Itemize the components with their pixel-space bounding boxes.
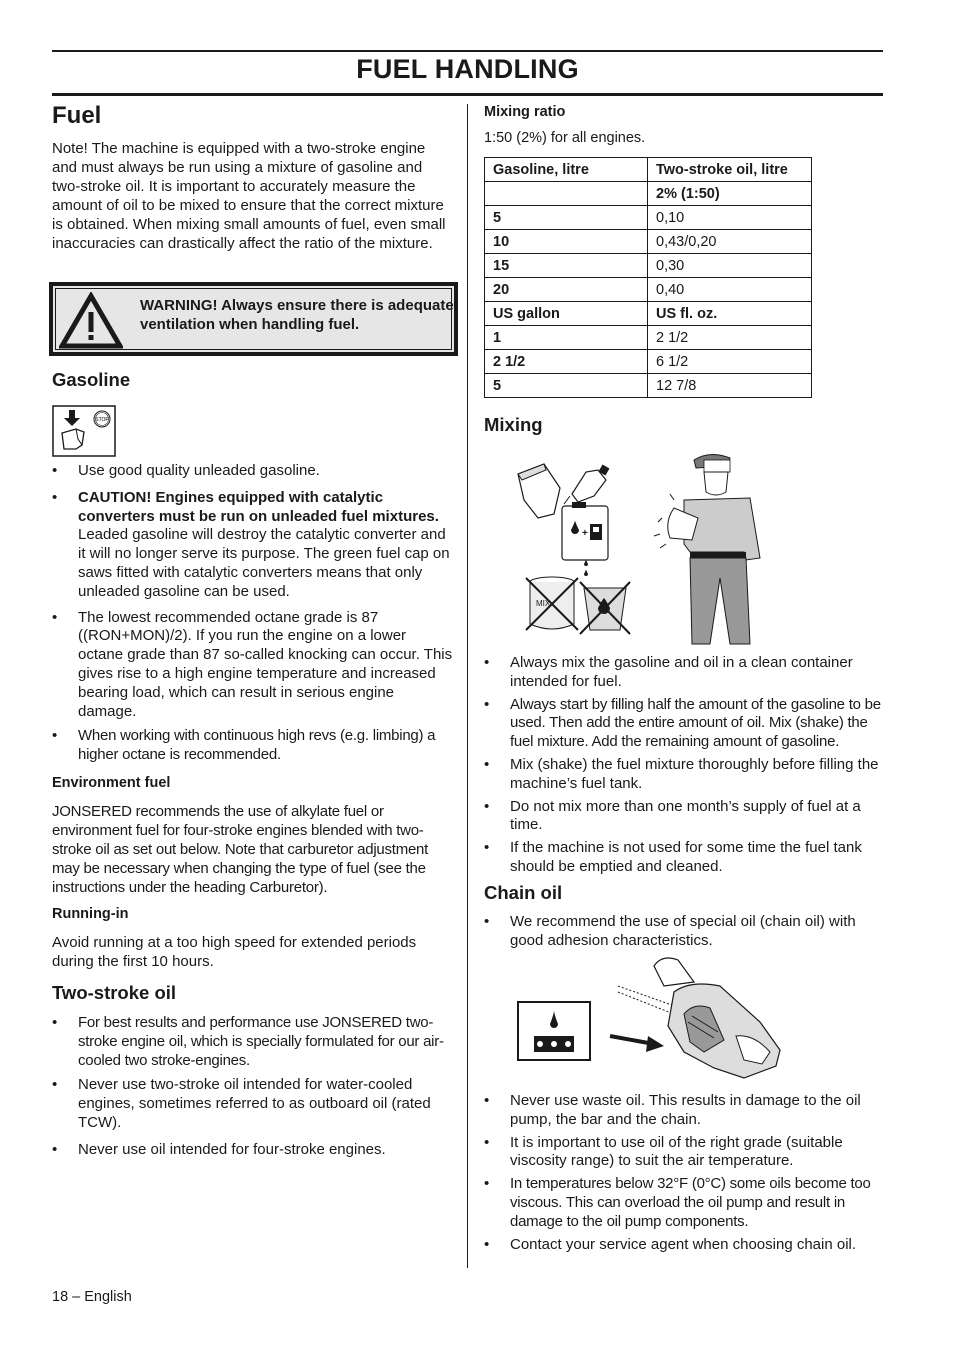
two-stroke-oil-heading: Two-stroke oil — [52, 982, 177, 1003]
gasoline-list — [52, 462, 454, 765]
table-row — [485, 302, 812, 326]
table-row — [485, 350, 812, 374]
list-item: • If the machine is not used for some time the fuel tank should be emptied and cleaned. — [484, 839, 884, 877]
table-header-cell: US fl. oz. — [648, 302, 812, 326]
chain-oil-heading: Chain oil — [484, 882, 563, 903]
header-rule-top — [52, 50, 883, 52]
table-cell: 1 — [485, 326, 648, 350]
warning-triangle-icon — [59, 292, 123, 350]
person-shaking-can-icon — [654, 454, 760, 644]
fuel-stop-icon — [52, 405, 116, 457]
list-item: • Always start by filling half the amount of the gasoline to be used. Then add the entire amount of oil. Mix (shake) the fuel mixture. Add the remaining amount of gasoline. — [484, 696, 884, 752]
chain-oil-icon — [518, 1002, 590, 1060]
table-cell: 10 — [485, 230, 648, 254]
list-item: • Do not mix more than one month’s supply of fuel at a time. — [484, 798, 884, 836]
list-item: • Always mix the gasoline and oil in a clean container intended for fuel. — [484, 654, 884, 692]
fuel-container-icon — [562, 502, 608, 560]
column-divider — [467, 104, 468, 1268]
list-item: • The lowest recommended octane grade is 87 ((RON+MON)/2). If you run the engine on a lower octane grade than 87 so-called knocking can occur. This gives rise to a high engine temperature and increased bearing load, which can result in serious engine damage. — [52, 609, 454, 722]
no-mix-container-icon — [526, 577, 578, 630]
list-item: • In temperatures below 32°F (0°C) some oils become too viscous. This can overload the oil pump and result in damage to the oil pump components. — [484, 1175, 884, 1231]
list-item: • Contact your service agent when choosing chain oil. — [484, 1236, 884, 1255]
table-row — [485, 182, 812, 206]
table-row — [485, 326, 812, 350]
chain-oil-list — [484, 1092, 884, 1254]
running-in-text: Avoid running at a too high speed for extended periods during the first 10 hours. — [52, 934, 417, 970]
list-item: • It is important to use oil of the right grade (suitable viscosity range) to suit the air temperature. — [484, 1134, 884, 1172]
list-item: • Mix (shake) the fuel mixture thoroughly before filling the machine’s fuel tank. — [484, 756, 884, 794]
two-stroke-list — [52, 1014, 454, 1160]
table-row — [485, 158, 812, 182]
list-item: • For best results and performance use JONSERED two-stroke engine oil, which is specially formulated for our air-cooled two stroke-engines. — [52, 1014, 454, 1070]
table-cell: 0,10 — [648, 206, 812, 230]
no-bucket-icon — [580, 582, 630, 634]
table-header-cell: Two-stroke oil, litre — [648, 158, 812, 182]
mixing-table — [484, 157, 812, 398]
mixing-list — [484, 654, 884, 877]
chain-oil-intro-list — [484, 913, 884, 951]
list-item: • Never use oil intended for four-stroke engines. — [52, 1141, 454, 1160]
table-row — [485, 230, 812, 254]
table-cell: 0,30 — [648, 254, 812, 278]
header-rule-bottom — [52, 93, 883, 96]
table-cell: 6 1/2 — [648, 350, 812, 374]
table-cell: 5 — [485, 206, 648, 230]
list-item: • Never use two-stroke oil intended for water-cooled engines, sometimes referred to as outboard oil (rated TCW). — [52, 1076, 454, 1132]
page-number: 18 – English — [52, 1289, 132, 1305]
list-item: • When working with continuous high revs (e.g. limbing) a higher octane is recommended. — [52, 727, 454, 765]
table-header-cell: Gasoline, litre — [485, 158, 648, 182]
table-cell: 15 — [485, 254, 648, 278]
table-row — [485, 374, 812, 398]
page-title: FUEL HANDLING — [356, 54, 579, 84]
table-row — [485, 278, 812, 302]
table-cell: 2 1/2 — [485, 350, 648, 374]
table-row — [485, 206, 812, 230]
list-item: • Never use waste oil. This results in damage to the oil pump, the bar and the chain. — [484, 1092, 884, 1130]
container-label: MIX — [536, 599, 551, 608]
chainsaw-icon — [618, 958, 780, 1078]
table-cell: 20 — [485, 278, 648, 302]
arrow-icon — [610, 1036, 664, 1052]
table-cell: 5 — [485, 374, 648, 398]
chainsaw-oil-illustration — [514, 952, 794, 1092]
svg-text:+: + — [582, 528, 588, 539]
warning-box — [49, 282, 458, 356]
table-cell: 12 7/8 — [648, 374, 812, 398]
svg-text:STOP: STOP — [95, 417, 109, 423]
table-cell: 0,40 — [648, 278, 812, 302]
list-item: • We recommend the use of special oil (chain oil) with good adhesion characteristics. — [484, 913, 884, 951]
table-cell: 2 1/2 — [648, 326, 812, 350]
fuel-mixing-illustration — [514, 448, 804, 648]
table-header-cell: US gallon — [485, 302, 648, 326]
mixing-ratio-heading: Mixing ratio — [484, 104, 566, 120]
table-cell — [485, 182, 648, 206]
environment-fuel-text: JONSERED recommends the use of alkylate fuel or environment fuel for four-stroke engines blended with two-stroke oil as set out below. Note that carburetor adjustment may be necessary when changing the type of fuel (see the instructions under the heading Carburetor). — [52, 803, 429, 896]
table-cell: 0,43/0,20 — [648, 230, 812, 254]
gasoline-heading: Gasoline — [52, 369, 131, 390]
fuel-heading: Fuel — [52, 102, 102, 129]
environment-fuel-heading: Environment fuel — [52, 775, 171, 791]
table-header-cell: 2% (1:50) — [648, 182, 812, 206]
warning-text: WARNING! Always ensure there is adequate ventilation when handling fuel. — [140, 297, 454, 333]
mixing-heading: Mixing — [484, 414, 543, 435]
table-row — [485, 254, 812, 278]
list-item: • Use good quality unleaded gasoline. — [52, 462, 454, 481]
running-in-heading: Running-in — [52, 906, 129, 922]
mixing-ratio-text: 1:50 (2%) for all engines. — [484, 130, 646, 146]
list-item: • CAUTION! Engines equipped with catalytic converters must be run on unleaded fuel mixtures. Leaded gasoline will destroy the catalytic converter and it will no longer serve its purpose. The green fuel cap on saws fitted with catalytic converters means that only unleaded gasoline can be used. — [52, 489, 454, 602]
fuel-note: Note! The machine is equipped with a two-stroke engine and must always be run using a mixture of gasoline and two-stroke oil. It is important to accurately measure the amount of oil to be mixed to ensure that the correct mixture is obtained. When mixing small amounts of fuel, even small inaccuracies can drastically affect the ratio of the mixture. — [52, 140, 446, 252]
